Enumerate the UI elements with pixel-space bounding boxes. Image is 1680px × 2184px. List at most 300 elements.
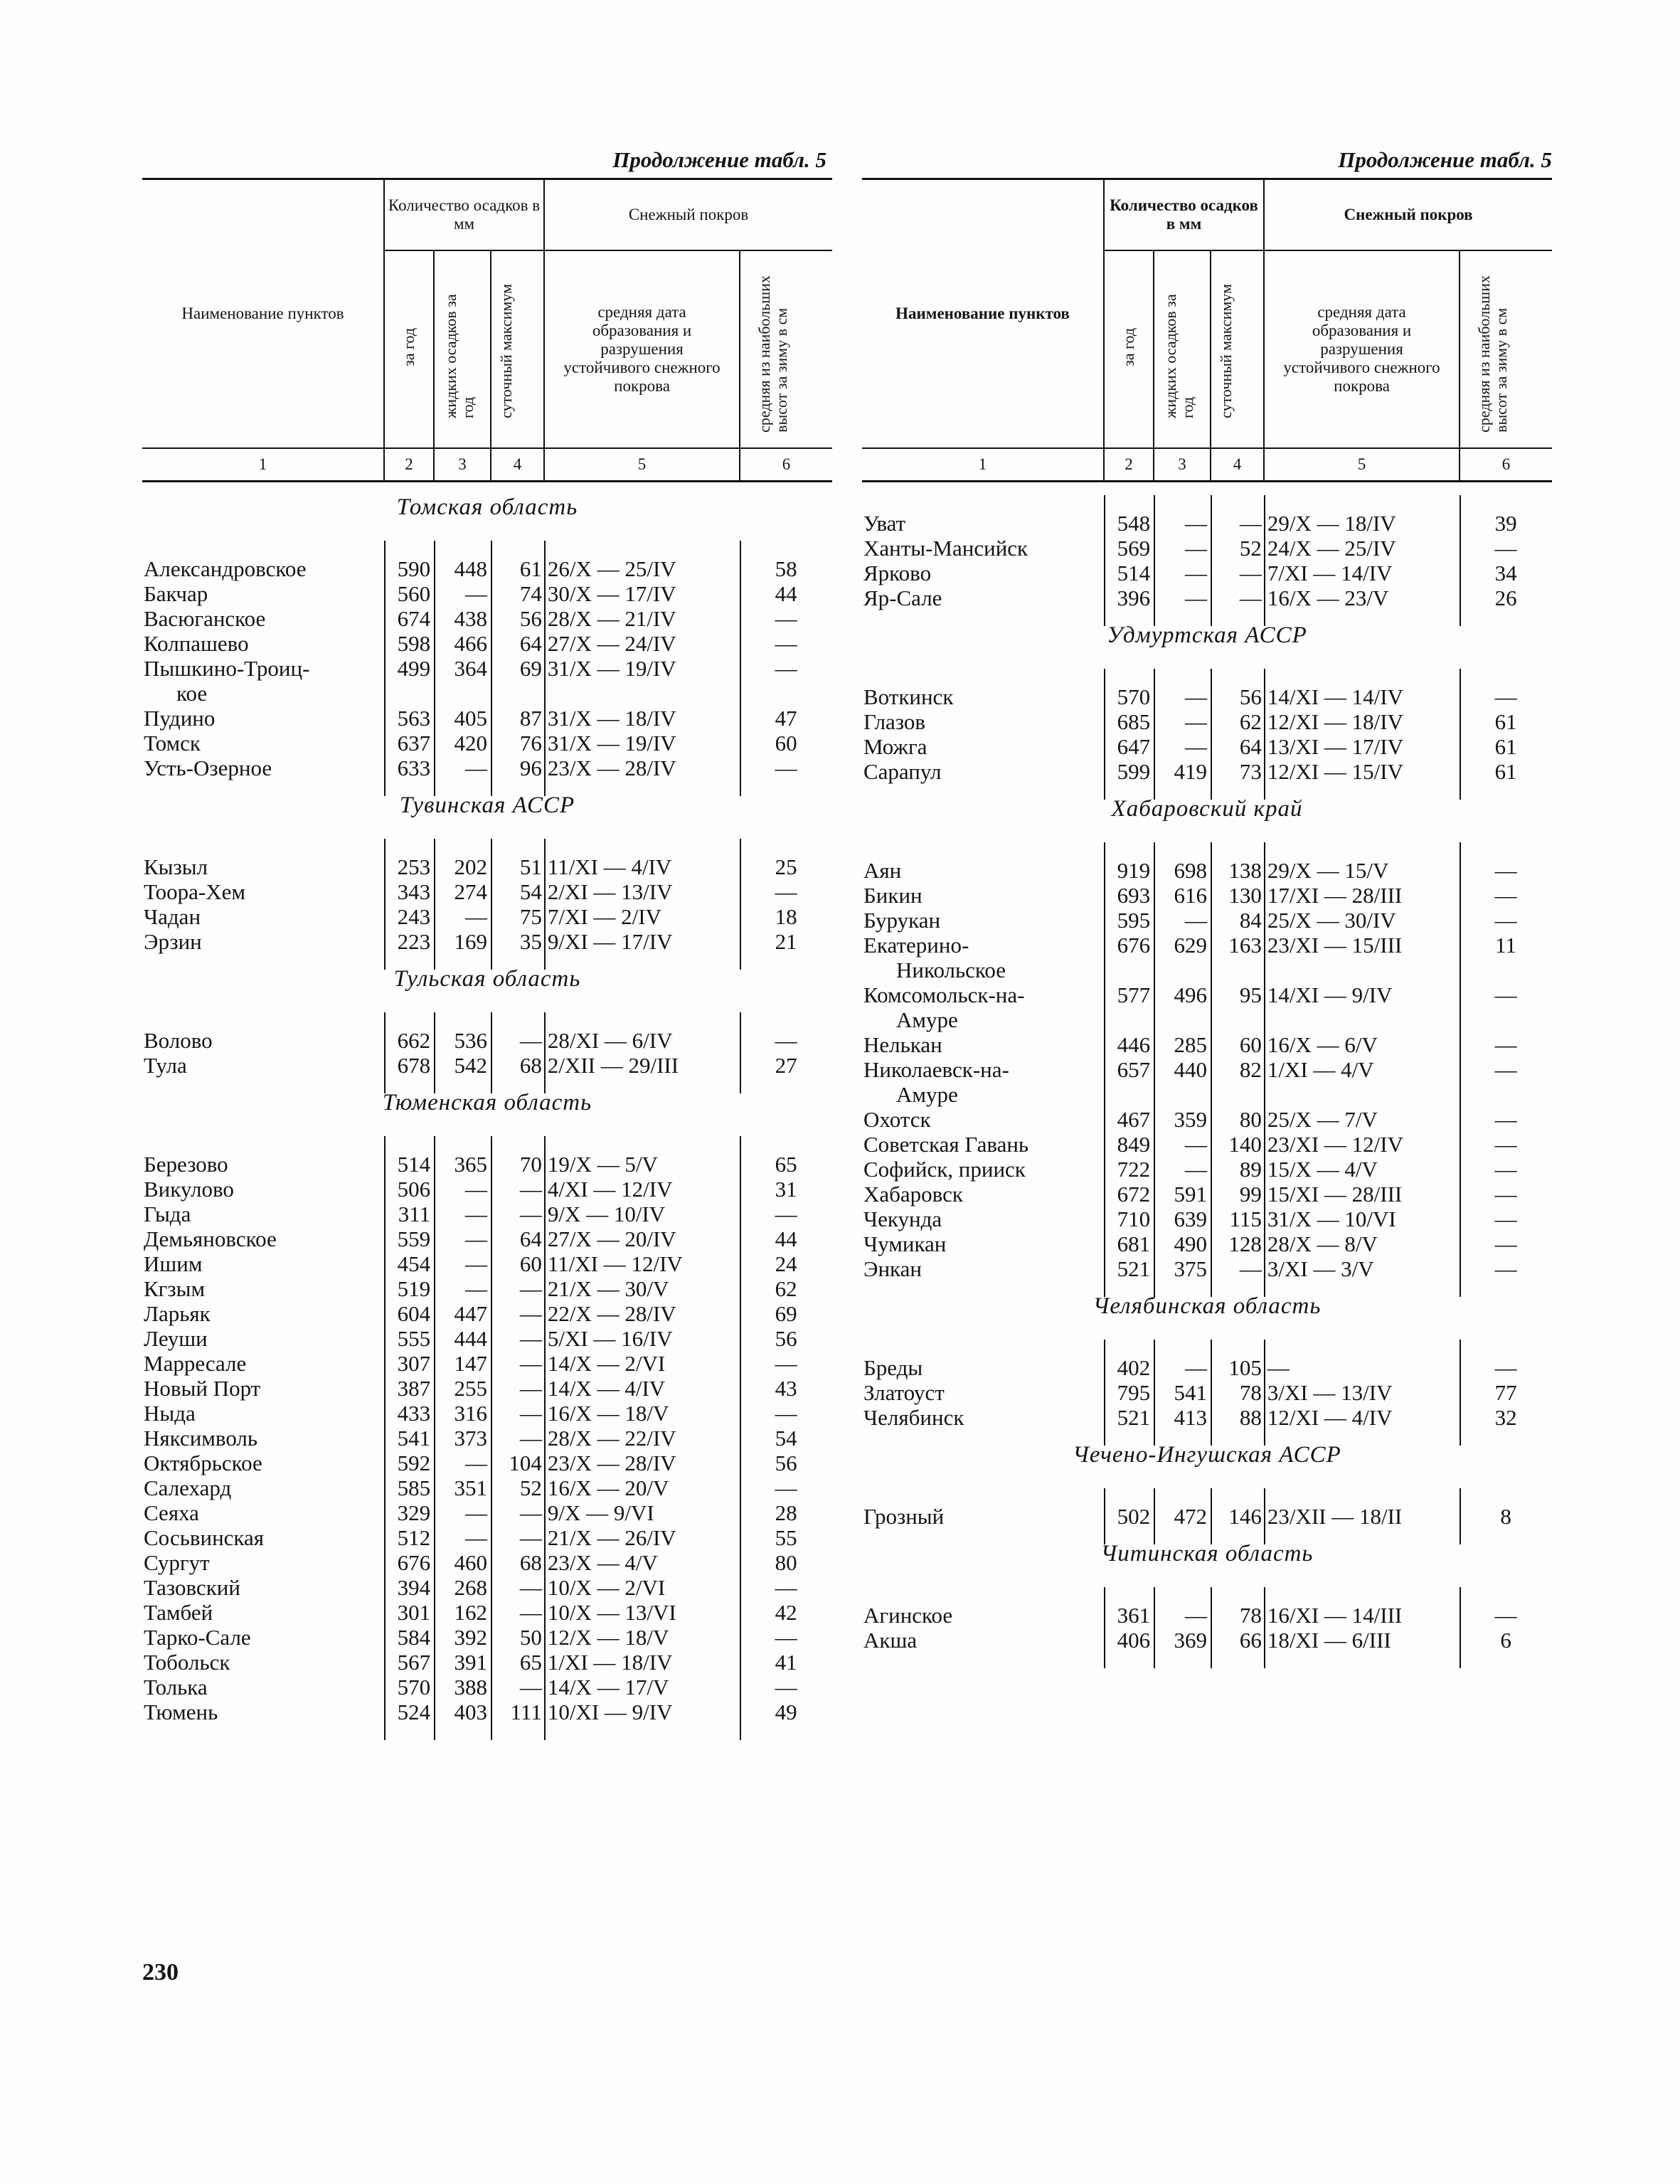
snow-dates: 27/X — 24/IV	[547, 630, 676, 656]
precip-daily-max	[1228, 1007, 1278, 1032]
precip-liquid: 369	[1174, 1627, 1207, 1653]
region-section	[142, 482, 832, 780]
snow-height: —	[1494, 1056, 1517, 1082]
snow-dates: 21/X — 30/V	[547, 1276, 669, 1301]
region-section	[142, 780, 832, 954]
snow-height: 24	[775, 1251, 797, 1276]
precip-year: 243	[397, 903, 431, 929]
snow-height: —	[1494, 1156, 1517, 1182]
header-per-year: за год	[1120, 327, 1137, 366]
precip-year: 521	[1117, 1404, 1151, 1430]
precip-liquid: —	[1184, 907, 1207, 933]
station-row	[862, 933, 1552, 958]
station-name: Томск	[144, 730, 201, 756]
column-rule	[544, 1136, 546, 1740]
station-row	[142, 1650, 832, 1675]
precip-liquid: 466	[454, 630, 487, 656]
precip-liquid: 447	[454, 1300, 487, 1326]
snow-dates: 2/XI — 13/IV	[547, 879, 673, 904]
station-row	[862, 1207, 1552, 1231]
station-name: Александровское	[144, 556, 307, 581]
snow-height: 8	[1500, 1503, 1511, 1529]
station-row	[862, 1082, 1552, 1107]
precip-year: 570	[1117, 684, 1151, 709]
precip-liquid: —	[464, 1525, 487, 1550]
precip-liquid: 405	[454, 705, 487, 731]
station-name: Октябрьское	[144, 1450, 262, 1475]
station-row	[862, 1007, 1552, 1032]
snow-dates: 12/X — 18/V	[547, 1624, 669, 1650]
precip-year: 676	[1117, 932, 1151, 958]
precip-year: 647	[1117, 733, 1151, 759]
station-name: Сеяха	[144, 1500, 199, 1525]
precip-liquid: —	[464, 903, 487, 929]
station-row	[862, 858, 1552, 883]
precip-liquid: 274	[454, 879, 487, 904]
snow-height	[1464, 1007, 1552, 1032]
precip-year: 253	[397, 854, 431, 879]
precip-daily-max: 80	[1239, 1106, 1262, 1132]
snow-dates: 14/XI — 9/IV	[1267, 982, 1393, 1007]
station-name: Акша	[863, 1627, 918, 1653]
col-number: 4	[491, 448, 544, 482]
region-title: Томская область	[396, 494, 578, 520]
snow-dates: 16/X — 20/V	[547, 1475, 669, 1500]
continuation-label: Продолжение табл. 5	[1338, 147, 1552, 172]
precip-year: 567	[397, 1649, 431, 1675]
station-name: Нелькан	[863, 1032, 942, 1057]
station-name: Николаевск-на-	[863, 1056, 1009, 1082]
precip-daily-max: —	[519, 1375, 542, 1401]
precip-daily-max: 74	[519, 581, 542, 606]
precip-year: 524	[397, 1699, 431, 1724]
snow-dates: 19/X — 5/V	[547, 1151, 658, 1177]
precip-daily-max: 65	[519, 1649, 542, 1675]
snow-dates: 16/XI — 14/III	[1267, 1602, 1403, 1628]
station-row	[862, 1231, 1552, 1256]
precip-year	[1126, 1007, 1174, 1032]
region-rows	[142, 1152, 832, 1724]
column-rule	[740, 839, 741, 970]
station-row	[862, 1182, 1552, 1207]
station-name: Няксимволь	[144, 1425, 258, 1451]
precip-liquid	[1174, 1082, 1228, 1107]
snow-height: 69	[775, 1300, 797, 1326]
column-rule	[1211, 495, 1212, 626]
precip-daily-max: 75	[519, 903, 542, 929]
snow-dates: 30/X — 17/IV	[547, 581, 676, 606]
precip-daily-max: 70	[519, 1151, 542, 1177]
left-table-body	[142, 482, 832, 1724]
precip-liquid: 364	[454, 655, 487, 681]
snow-dates: 16/X — 23/V	[1267, 585, 1389, 610]
precip-year: 555	[397, 1325, 431, 1351]
precip-daily-max	[508, 681, 558, 706]
precip-liquid: 460	[454, 1549, 487, 1575]
station-row	[862, 1132, 1552, 1157]
snow-height: 6	[1500, 1627, 1511, 1653]
precip-year: 570	[397, 1674, 431, 1700]
snow-dates	[1278, 1007, 1464, 1032]
station-name: Грозный	[863, 1503, 945, 1529]
precip-daily-max: 76	[519, 730, 542, 756]
station-name: Советская Гавань	[863, 1131, 1029, 1157]
snow-height: 25	[775, 854, 797, 879]
column-rule	[1154, 1587, 1155, 1668]
station-name: кое	[176, 680, 208, 706]
header-liquid: жидких осадков за год	[442, 293, 477, 418]
station-name: Чадан	[144, 903, 201, 929]
station-row	[142, 1625, 832, 1650]
precip-year: 506	[397, 1176, 431, 1202]
precip-year	[1126, 958, 1174, 982]
column-rule	[384, 1136, 386, 1740]
precip-daily-max: 163	[1228, 932, 1262, 958]
precip-liquid	[1174, 958, 1228, 982]
precip-daily-max: 69	[519, 655, 542, 681]
station-name: Леуши	[144, 1325, 208, 1351]
header-snow-dates: средняя дата образования и разрушения устойчивого снежного покрова	[544, 250, 740, 448]
station-name: Колпашево	[144, 630, 249, 656]
precip-year: 577	[1117, 982, 1151, 1007]
snow-height: 61	[1494, 758, 1517, 784]
precip-liquid: —	[464, 1176, 487, 1202]
precip-daily-max: —	[519, 1350, 542, 1376]
station-row	[142, 1700, 832, 1724]
snow-dates: 3/XI — 13/IV	[1267, 1379, 1393, 1405]
precip-daily-max: 51	[519, 854, 542, 879]
station-name: Бикин	[863, 882, 923, 908]
precip-liquid: —	[1184, 684, 1207, 709]
station-name: Екатерино-	[863, 932, 969, 958]
station-name: Волово	[144, 1027, 213, 1053]
precip-liquid: —	[1184, 535, 1207, 561]
snow-dates: 14/X — 17/V	[547, 1674, 669, 1700]
precip-daily-max: 68	[519, 1052, 542, 1078]
precip-year: 693	[1117, 882, 1151, 908]
station-row	[142, 1152, 832, 1177]
snow-dates: 12/XI — 15/IV	[1267, 758, 1403, 784]
station-row	[862, 585, 1552, 610]
station-row	[142, 556, 832, 581]
snow-dates: 9/XI — 17/IV	[547, 928, 673, 954]
station-row	[142, 1675, 832, 1700]
station-row	[142, 756, 832, 780]
region-section	[862, 1529, 1552, 1653]
station-row	[142, 631, 832, 656]
snow-height: 32	[1494, 1404, 1517, 1430]
snow-dates: 31/X — 19/IV	[547, 655, 676, 681]
snow-dates: 28/X — 8/V	[1267, 1231, 1378, 1256]
column-rule	[1264, 669, 1265, 800]
col-number: 3	[434, 448, 491, 482]
station-row	[142, 1326, 832, 1351]
precip-liquid: 438	[454, 605, 487, 631]
snow-height: —	[1494, 1602, 1517, 1628]
station-name: Комсомольск-на-	[863, 982, 1025, 1007]
precip-daily-max: 50	[519, 1624, 542, 1650]
station-row	[142, 1351, 832, 1376]
col-number: 6	[1460, 448, 1552, 482]
precip-daily-max: 35	[519, 928, 542, 954]
precip-daily-max: 61	[519, 556, 542, 581]
precip-year: 446	[1117, 1032, 1151, 1057]
column-rule	[1211, 1587, 1212, 1668]
snow-dates	[558, 681, 744, 706]
column-rule	[1264, 842, 1265, 1297]
snow-dates: 1/XI — 18/IV	[547, 1649, 673, 1675]
precip-year: 662	[397, 1027, 431, 1053]
header-snow-group: Снежный покров	[1264, 179, 1552, 250]
snow-dates: 31/X — 18/IV	[547, 705, 676, 731]
station-name: Энкан	[863, 1256, 922, 1281]
snow-dates: 14/X — 2/VI	[547, 1350, 666, 1376]
snow-height: 77	[1494, 1379, 1517, 1405]
station-name: Пышкино-Троиц-	[144, 655, 310, 681]
snow-dates: 23/XI — 15/III	[1267, 932, 1403, 958]
snow-height: 41	[775, 1649, 797, 1675]
precip-year: 633	[397, 755, 431, 780]
station-name: Аян	[863, 857, 902, 883]
precip-liquid: —	[1184, 1602, 1207, 1628]
station-name: Воткинск	[863, 684, 954, 709]
header-daily-max: суточный максимум	[496, 283, 515, 418]
precip-daily-max: —	[519, 1574, 542, 1600]
snow-dates: 24/X — 25/IV	[1267, 535, 1396, 561]
precip-year: 849	[1117, 1131, 1151, 1157]
precip-year: 657	[1117, 1056, 1151, 1082]
snow-height: —	[1494, 1032, 1517, 1057]
snow-dates: 26/X — 25/IV	[547, 556, 676, 581]
region-rows	[862, 511, 1552, 610]
precip-liquid: 373	[454, 1425, 487, 1451]
snow-height: 28	[775, 1500, 797, 1525]
snow-dates: 15/XI — 28/III	[1267, 1181, 1403, 1207]
precip-daily-max: 146	[1228, 1503, 1262, 1529]
region-rows	[862, 684, 1552, 784]
precip-liquid: 169	[454, 928, 487, 954]
header-snow-dates: средняя дата образования и разрушения устойчивого снежного покрова	[1264, 250, 1460, 448]
snow-dates: 14/XI — 14/IV	[1267, 684, 1403, 709]
snow-height: —	[775, 755, 797, 780]
snow-height: 60	[775, 730, 797, 756]
column-rule	[1104, 1587, 1105, 1668]
station-name: Ишим	[144, 1251, 203, 1276]
region-rows	[142, 556, 832, 780]
precip-liquid: —	[464, 1226, 487, 1251]
snow-dates: 28/XI — 6/IV	[547, 1027, 673, 1053]
precip-liquid: 444	[454, 1325, 487, 1351]
column-rule	[544, 839, 546, 970]
section-spacer	[862, 482, 1552, 511]
precip-liquid	[454, 681, 508, 706]
station-row	[142, 1451, 832, 1475]
station-row	[142, 1475, 832, 1500]
column-rule	[1264, 495, 1265, 626]
precip-year: 563	[397, 705, 431, 731]
snow-height: 58	[775, 556, 797, 581]
station-name: Сосьвинская	[144, 1525, 265, 1550]
station-row	[862, 908, 1552, 933]
station-row	[862, 883, 1552, 908]
snow-height: —	[1494, 1181, 1517, 1207]
column-rule	[1460, 495, 1461, 626]
station-row	[142, 904, 832, 929]
station-name: Амуре	[896, 1007, 958, 1032]
station-row	[862, 958, 1552, 982]
precip-year: 502	[1117, 1503, 1151, 1529]
station-name: Уват	[863, 510, 906, 536]
station-name: Тобольск	[144, 1649, 230, 1675]
region-title: Хабаровский край	[1111, 795, 1303, 822]
snow-dates: 12/XI — 18/IV	[1267, 709, 1403, 734]
precip-year: 433	[397, 1400, 431, 1426]
column-rule	[1460, 1587, 1461, 1668]
snow-dates: 7/XI — 2/IV	[547, 903, 661, 929]
region-title: Читинская область	[1100, 1540, 1314, 1567]
station-name: Ныда	[144, 1400, 196, 1426]
precip-year: 311	[398, 1201, 431, 1226]
table-header	[862, 178, 1552, 482]
station-name: Новый Порт	[144, 1375, 261, 1401]
snow-dates: 16/X — 6/V	[1267, 1032, 1378, 1057]
snow-dates: 23/XI — 12/IV	[1267, 1131, 1403, 1157]
precip-daily-max: 89	[1239, 1156, 1262, 1182]
snow-dates: 23/X — 28/IV	[547, 1450, 676, 1475]
station-row	[862, 709, 1552, 734]
col-number: 4	[1211, 448, 1264, 482]
snow-height: 34	[1494, 560, 1517, 585]
station-name: Сарапул	[863, 758, 942, 784]
precip-liquid: 616	[1174, 882, 1207, 908]
snow-height: 61	[1494, 733, 1517, 759]
precip-liquid: 162	[454, 1599, 487, 1625]
snow-height: 18	[775, 903, 797, 929]
header-daily-max: суточный максимум	[1216, 283, 1235, 418]
precip-liquid: —	[1184, 1156, 1207, 1182]
station-row	[142, 1177, 832, 1202]
region-section	[862, 482, 1552, 610]
station-row	[142, 1401, 832, 1426]
precip-year: 467	[1117, 1106, 1151, 1132]
snow-dates: 27/X — 20/IV	[547, 1226, 676, 1251]
precip-year: 343	[397, 879, 431, 904]
snow-height: 44	[775, 1226, 797, 1251]
column-rule	[491, 541, 492, 796]
precip-liquid: 448	[454, 556, 487, 581]
precip-liquid: 639	[1174, 1206, 1207, 1231]
column-rule	[491, 839, 492, 970]
station-name: Можга	[863, 733, 927, 759]
column-rule	[1154, 842, 1155, 1297]
snow-dates: 14/X — 4/IV	[547, 1375, 666, 1401]
snow-height: —	[775, 1400, 797, 1426]
precip-year: 604	[397, 1300, 431, 1326]
precip-year: 560	[397, 581, 431, 606]
station-name: Васюганское	[144, 605, 266, 631]
station-name: Охотск	[863, 1106, 931, 1132]
snow-height: —	[775, 1674, 797, 1700]
precip-liquid: 351	[454, 1475, 487, 1500]
precip-year: 394	[397, 1574, 431, 1600]
snow-height: —	[775, 1574, 797, 1600]
precip-liquid: 536	[454, 1027, 487, 1053]
precip-liquid: —	[464, 755, 487, 780]
snow-height: —	[1494, 1206, 1517, 1231]
right-table-body	[862, 482, 1552, 1653]
snow-height: 27	[775, 1052, 797, 1078]
precip-daily-max: 87	[519, 705, 542, 731]
snow-dates: 25/X — 30/IV	[1267, 907, 1396, 933]
region-title: Тюменская область	[382, 1089, 592, 1115]
snow-height: 65	[775, 1151, 797, 1177]
station-row	[142, 1053, 832, 1078]
station-row	[142, 656, 832, 681]
station-name: Кгзым	[144, 1276, 206, 1301]
column-rule	[740, 1136, 741, 1740]
precip-year: 598	[397, 630, 431, 656]
region-title: Чечено-Ингушская АССР	[1073, 1441, 1341, 1468]
precip-year: 548	[1117, 510, 1151, 536]
precip-daily-max: 104	[509, 1450, 542, 1475]
snow-height	[1464, 1082, 1552, 1107]
station-row	[142, 581, 832, 606]
snow-dates: 31/X — 19/IV	[547, 730, 676, 756]
precip-liquid: —	[1184, 585, 1207, 610]
precip-daily-max: 56	[519, 605, 542, 631]
precip-daily-max: 140	[1228, 1131, 1262, 1157]
snow-height: —	[775, 1624, 797, 1650]
column-rule	[434, 1136, 435, 1740]
station-row	[142, 1301, 832, 1326]
station-row	[142, 1276, 832, 1301]
precip-year: 681	[1117, 1231, 1151, 1256]
snow-height	[745, 681, 832, 706]
header-snow-group: Снежный покров	[544, 179, 832, 250]
col-number: 5	[1264, 448, 1460, 482]
snow-height: —	[775, 605, 797, 631]
precip-liquid: 365	[454, 1151, 487, 1177]
precip-year: 454	[397, 1251, 431, 1276]
snow-height: —	[1494, 882, 1517, 908]
precip-year: 514	[397, 1151, 431, 1177]
station-name: Гыда	[144, 1201, 191, 1226]
precip-liquid: 316	[454, 1400, 487, 1426]
column-rule	[384, 541, 386, 796]
precip-daily-max: 138	[1228, 857, 1262, 883]
snow-dates: 5/XI — 16/IV	[547, 1325, 673, 1351]
station-row	[862, 1032, 1552, 1057]
column-rule	[1264, 1587, 1265, 1668]
header-name-col: Наименование пунктов	[895, 304, 1070, 322]
snow-height: 42	[775, 1599, 797, 1625]
col-number: 1	[862, 448, 1104, 482]
precip-liquid: 420	[454, 730, 487, 756]
precip-liquid: —	[1184, 1131, 1207, 1157]
station-row	[862, 1256, 1552, 1281]
region-section	[142, 954, 832, 1078]
precip-year: 584	[397, 1624, 431, 1650]
station-row	[142, 1251, 832, 1276]
precip-liquid: 285	[1174, 1032, 1207, 1057]
column-rule	[1104, 842, 1105, 1297]
snow-height: 54	[775, 1425, 797, 1451]
station-name: Сургут	[144, 1549, 210, 1575]
precip-year: 521	[1117, 1256, 1151, 1281]
snow-height: 21	[775, 928, 797, 954]
precip-daily-max: —	[519, 1500, 542, 1525]
right-table-column	[862, 142, 1552, 1653]
